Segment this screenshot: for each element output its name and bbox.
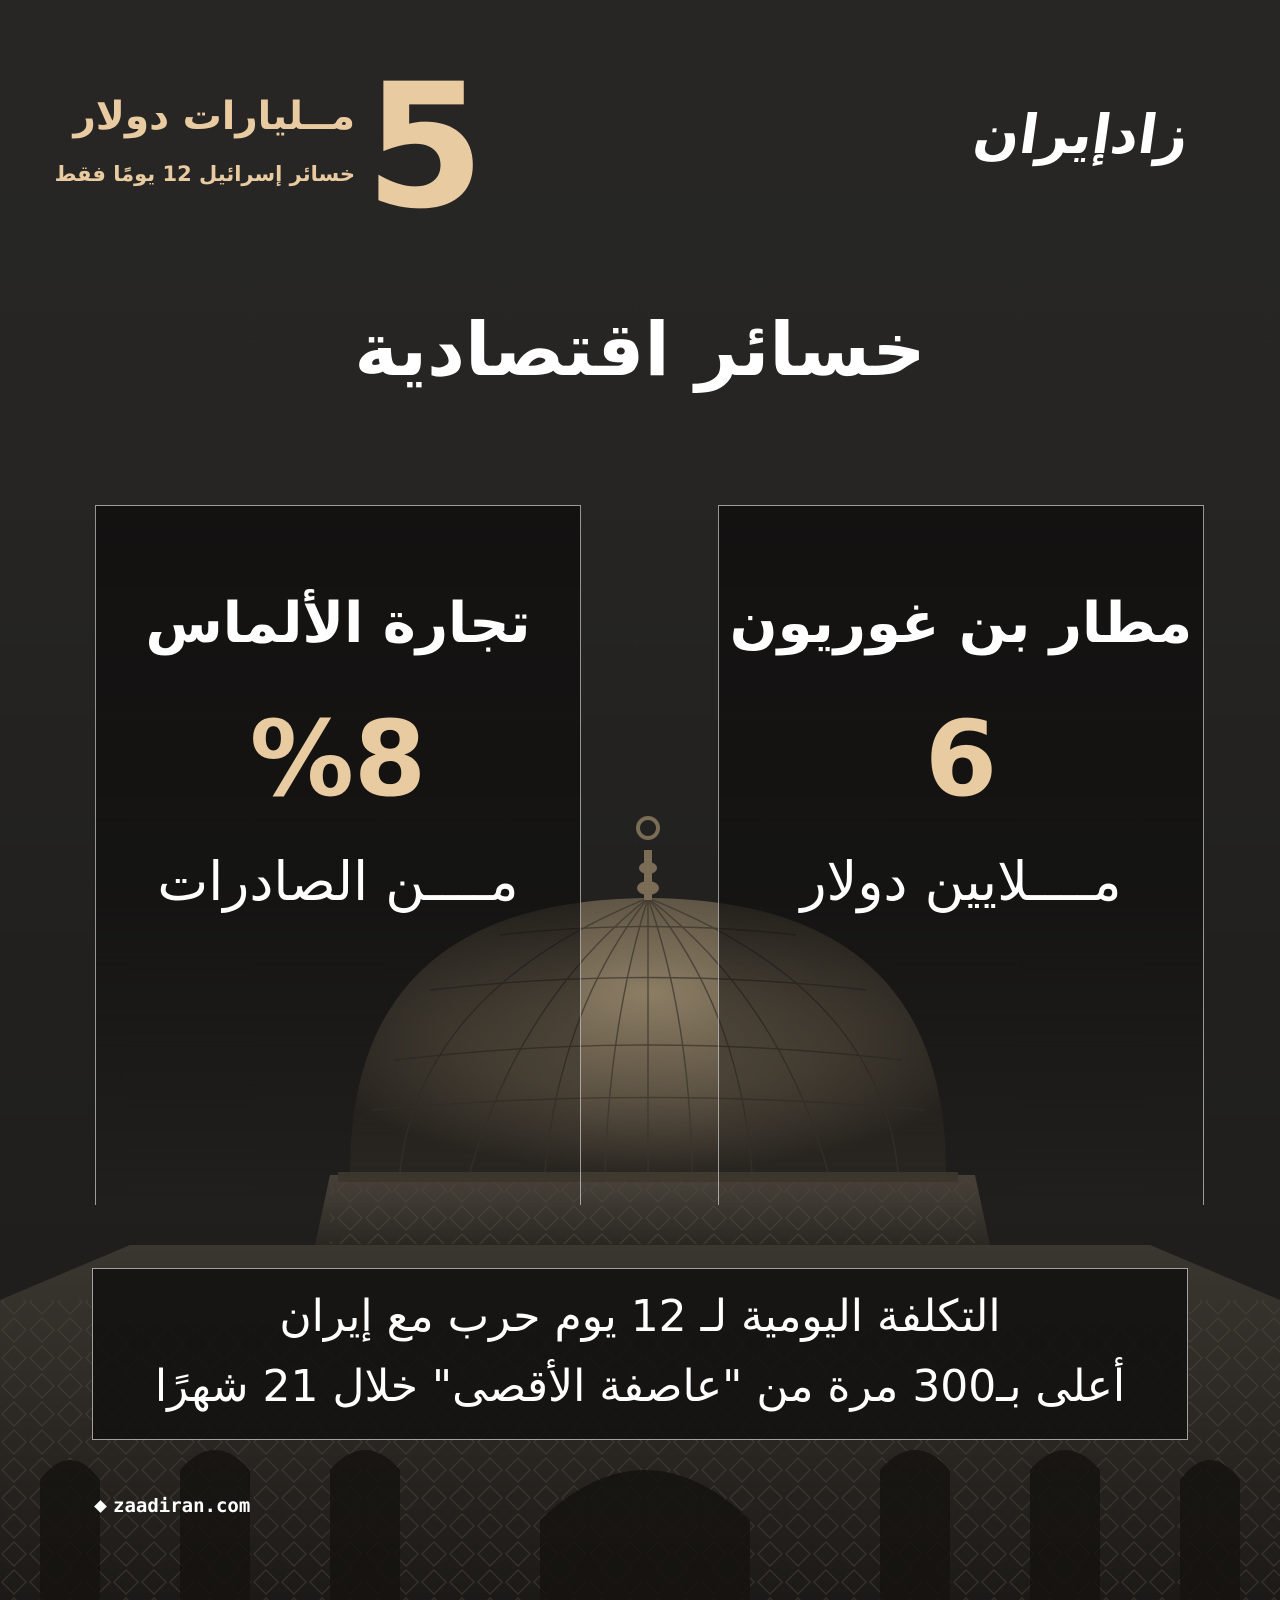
diamond-icon [94,1500,107,1513]
note-box [92,1268,1188,1440]
headline-label: مــليارات دولار [73,94,355,139]
stat-card-unit: مــــلايين دولار [800,850,1122,913]
brand-logo-text: زادإيران [969,103,1193,166]
headline-stat [54,46,490,247]
stat-card-unit: مــــن الصادرات [157,850,519,913]
stat-card-value: %8 [249,698,427,820]
stat-card-value: 6 [924,698,998,820]
headline-number: 5 [365,46,485,247]
note-line-1: التكلفة اليومية لـ 12 يوم حرب مع إيران [279,1291,1001,1342]
website-credit [96,1495,250,1517]
stat-card-diamonds [95,505,581,1205]
stat-card-airport [718,505,1204,1205]
page-title: خسائر اقتصادية [354,307,926,393]
note-line-2: أعلى بـ300 مرة من "عاصفة الأقصى" خلال 21 شهرًا [154,1361,1126,1412]
website-url: zaadiran.com [113,1495,251,1517]
stat-card-title: تجارة الألماس [145,591,531,656]
stat-card-title: مطار بن غوريون [729,591,1193,656]
brand-logo [969,100,1193,170]
headline-subtitle: خسائر إسرائيل 12 يومًا فقط [54,162,355,186]
